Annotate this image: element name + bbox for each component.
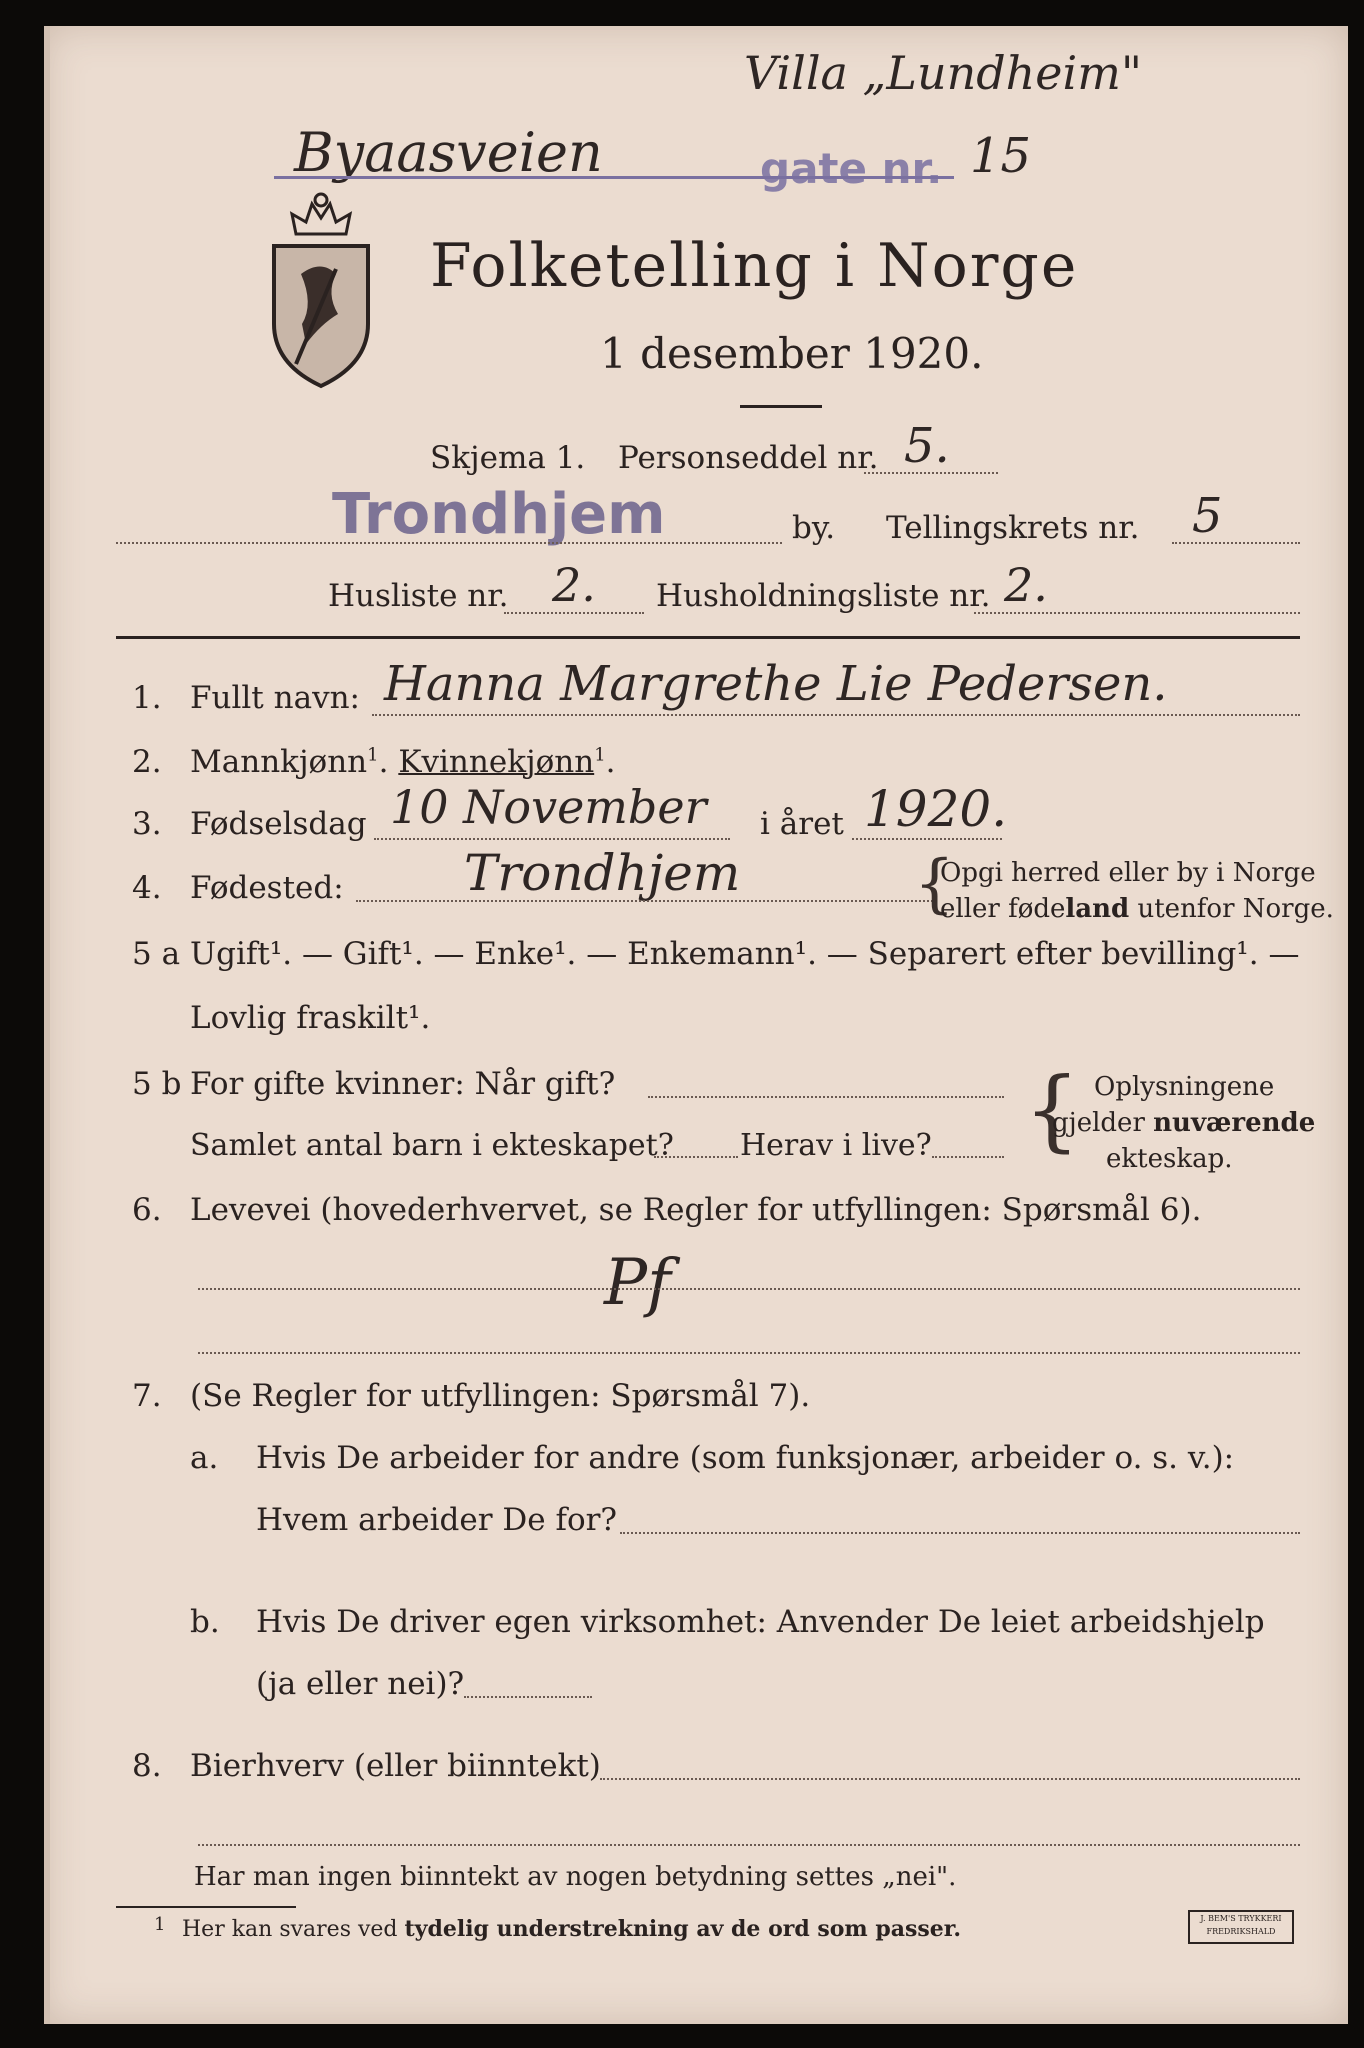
q5b-note-line2: gjelder nuværende [1052,1108,1316,1138]
form-title: Folketelling i Norge [430,231,1079,301]
q7-label: (Se Regler for utfyllingen: Spørsmål 7). [190,1378,811,1414]
q4-number: 4. [132,870,162,906]
q5b-children-dots [654,1156,738,1158]
q8-dots-2 [198,1844,1300,1846]
q7b-dots [464,1696,592,1698]
q4-note-line1: Opgi herred eller by i Norge [940,858,1316,888]
gate-number-handwriting: 15 [970,128,1032,184]
header-rule [116,636,1300,639]
schema-label: Skjema 1. [430,440,586,476]
q8-dots-1 [600,1778,1300,1780]
q6-dots-2 [198,1352,1300,1354]
q5b-alive-dots [932,1156,1004,1158]
husliste-value: 2. [552,558,596,612]
q5b-note-line3: ekteskap. [1106,1144,1233,1174]
husliste-dots [504,612,644,614]
gate-label-stamp: gate nr. [760,144,943,193]
coat-of-arms-icon [266,174,376,398]
q7b-letter: b. [190,1604,220,1640]
q1-dots [372,714,1300,716]
q6-value: Pf [604,1246,671,1320]
q3-year: 1920. [864,780,1008,838]
q7a-employer-label: Hvem arbeider De for? [256,1502,618,1538]
form-date: 1 desember 1920. [600,329,984,378]
q6-label: Levevei (hovederhvervet, se Regler for utfyllingen: Spørsmål 6). [190,1192,1202,1228]
q1-label: Fullt navn: [190,680,360,716]
tellingskrets-dots [1172,542,1300,544]
street-underline [274,176,954,179]
census-form [44,26,1348,2024]
q5b-number: 5 b [132,1066,182,1102]
q5b-note-line1: Oplysningene [1094,1072,1275,1102]
q2-mann: Mannkjønn [190,744,368,780]
q7a-letter: a. [190,1440,219,1476]
q3-year-dots [852,838,1002,840]
q3-year-label: i året [760,806,844,842]
footnote-text: Her kan svares ved tydelig understrekning av de ord som passer. [182,1916,962,1942]
q4-brace: { [914,847,955,921]
q5a-options-cont: Lovlig fraskilt¹. [190,1000,431,1036]
q6-dots-1 [198,1288,1300,1290]
q1-number: 1. [132,680,162,716]
by-label: by. [792,510,836,546]
husholdningsliste-label: Husholdningsliste nr. [656,578,991,614]
q4-label: Fødested: [190,870,344,906]
q7a-dots [620,1532,1300,1534]
husholdningsliste-value: 2. [1004,558,1048,612]
q5b-married-label: For gifte kvinner: Når gift? [190,1066,616,1102]
q2-kvinne: Kvinnekjønn [398,744,595,780]
q5b-married-dots [648,1096,1004,1098]
tellingskrets-label: Tellingskrets nr. [886,510,1140,546]
q3-label: Fødselsdag [190,806,367,842]
villa-handwriting: Villa „Lundheim" [744,46,1143,100]
personseddel-dots [864,472,998,474]
q8-note: Har man ingen biinntekt av nogen betydning settes „nei". [194,1862,957,1892]
paper-edge [44,26,50,2024]
q2-options: Mannkjønn$^1$. Kvinnekjønn$^1$. [190,744,616,780]
footnote-number: 1 [154,1914,166,1935]
city-stamp: Trondhjem [332,482,666,547]
q8-number: 8. [132,1748,162,1784]
q2-number: 2. [132,744,162,780]
q5a-number: 5 a [132,936,181,972]
tellingskrets-value: 5 [1192,488,1223,544]
q7b-label: Hvis De driver egen virksomhet: Anvender De leiet arbeidshjelp [256,1604,1265,1640]
q6-number: 6. [132,1192,162,1228]
q5b-brace: { [1024,1058,1080,1161]
personseddel-value: 5. [904,418,950,474]
q5b-children-label: Samlet antal barn i ekteskapet? [190,1128,674,1163]
q7a-label: Hvis De arbeider for andre (som funksjonær, arbeider o. s. v.): [256,1440,1235,1476]
title-divider [740,405,822,408]
q8-label: Bierhverv (eller biinntekt) [190,1748,601,1784]
q4-dots [356,900,936,902]
q7b-yesno-label: (ja eller nei)? [256,1666,465,1702]
q3-value: 10 November [390,780,707,834]
q1-value: Hanna Margrethe Lie Pedersen. [384,656,1168,712]
q5b-alive-label: Herav i live? [740,1128,932,1163]
husholdningsliste-dots [974,612,1300,614]
q3-dots [374,838,730,840]
q4-note-line2: eller fødeland utenfor Norge. [940,894,1334,924]
q4-value: Trondhjem [464,844,741,902]
street-handwriting: Byaasveien [294,121,603,184]
personseddel-label: Personseddel nr. [618,440,879,476]
q5a-options: Ugift¹. — Gift¹. — Enke¹. — Enkemann¹. — Separert efter bevilling¹. — [190,936,1300,972]
printer-mark: J. BEM'S TRYKKERI FREDRIKSHALD [1188,1910,1294,1944]
footnote-rule [116,1906,296,1908]
q3-number: 3. [132,806,162,842]
q7-number: 7. [132,1378,162,1414]
city-dots [116,542,782,544]
husliste-label: Husliste nr. [328,578,509,614]
